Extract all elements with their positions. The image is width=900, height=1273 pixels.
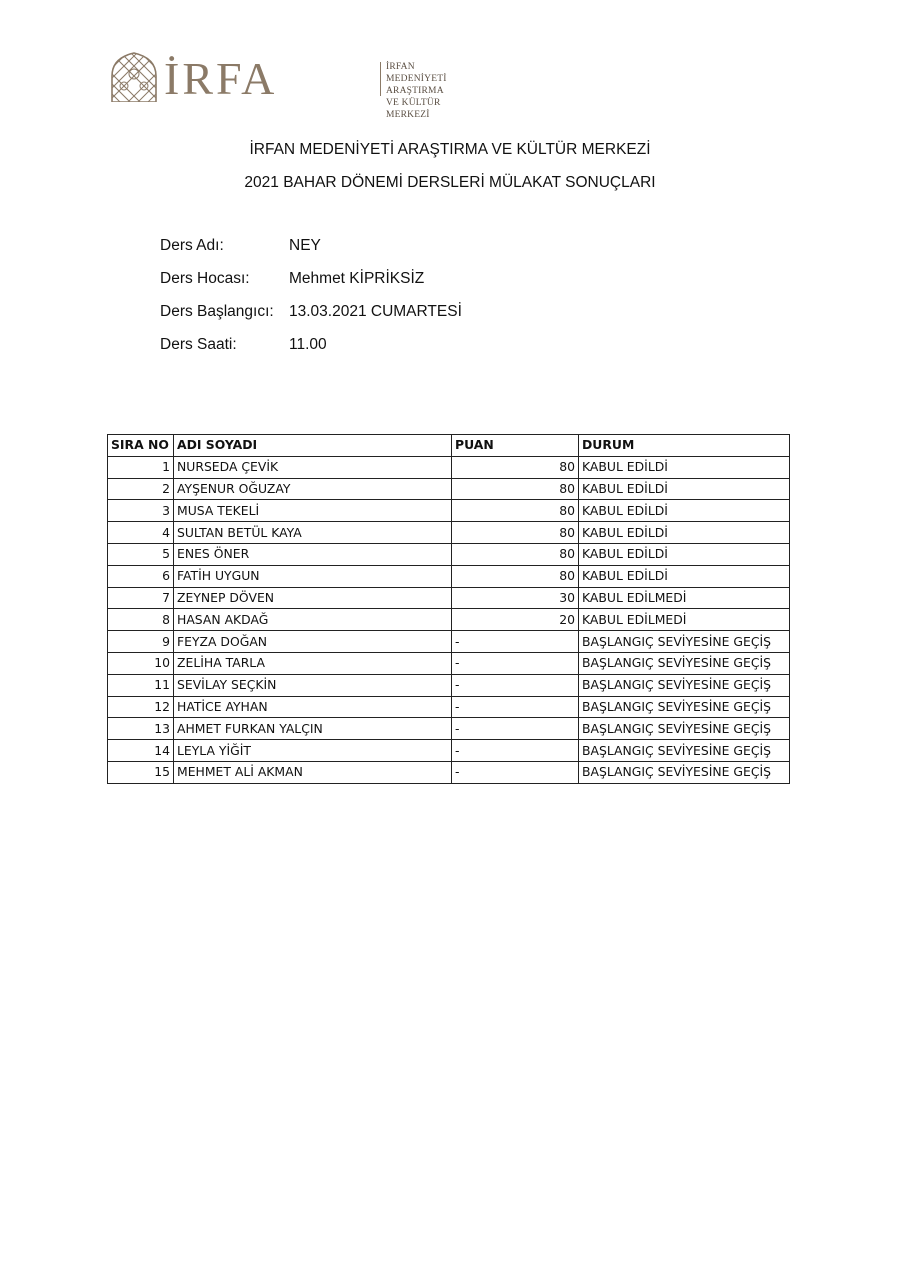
logo-wordmark: İRFA (164, 53, 278, 104)
logo-subtitle-line: MERKEZİ (386, 110, 430, 120)
row-number: 2 (108, 478, 174, 500)
table-row (108, 631, 790, 653)
row-name: MUSA TEKELİ (174, 500, 452, 522)
row-status: BAŞLANGIÇ SEVİYESİNE GEÇİŞ (579, 696, 790, 718)
table-row (108, 478, 790, 500)
row-name: MEHMET ALİ AKMAN (174, 761, 452, 783)
row-status: KABUL EDİLDİ (579, 456, 790, 478)
table-body (108, 456, 790, 783)
table-row (108, 587, 790, 609)
row-score: 20 (452, 609, 579, 631)
table-row (108, 761, 790, 783)
course-name-label: Ders Adı: (160, 237, 224, 254)
row-score: - (452, 761, 579, 783)
row-name: HASAN AKDAĞ (174, 609, 452, 631)
row-name: NURSEDA ÇEVİK (174, 456, 452, 478)
table-row (108, 565, 790, 587)
row-score: - (452, 718, 579, 740)
row-number: 14 (108, 740, 174, 762)
row-status: KABUL EDİLDİ (579, 478, 790, 500)
row-number: 15 (108, 761, 174, 783)
row-name: SULTAN BETÜL KAYA (174, 522, 452, 544)
row-name: AYŞENUR OĞUZAY (174, 478, 452, 500)
course-time-value: 11.00 (289, 336, 327, 353)
course-time-label: Ders Saati: (160, 336, 237, 353)
row-status: BAŞLANGIÇ SEVİYESİNE GEÇİŞ (579, 761, 790, 783)
instructor-value: Mehmet KİPRİKSİZ (289, 270, 425, 287)
row-status: BAŞLANGIÇ SEVİYESİNE GEÇİŞ (579, 674, 790, 696)
course-name-value: NEY (289, 237, 321, 254)
row-number: 7 (108, 587, 174, 609)
table-row (108, 696, 790, 718)
row-number: 8 (108, 609, 174, 631)
row-score: - (452, 631, 579, 653)
instructor-label: Ders Hocası: (160, 270, 250, 287)
row-status: KABUL EDİLMEDİ (579, 587, 790, 609)
row-number: 3 (108, 500, 174, 522)
table-row (108, 500, 790, 522)
row-score: - (452, 674, 579, 696)
logo-divider (380, 62, 381, 96)
row-status: KABUL EDİLDİ (579, 522, 790, 544)
row-number: 10 (108, 652, 174, 674)
row-number: 11 (108, 674, 174, 696)
row-score: - (452, 740, 579, 762)
row-score: - (452, 696, 579, 718)
column-header-no: SIRA NO (108, 435, 174, 457)
row-number: 12 (108, 696, 174, 718)
row-number: 9 (108, 631, 174, 653)
table-row (108, 522, 790, 544)
results-title: 2021 BAHAR DÖNEMİ DERSLERİ MÜLAKAT SONUÇLARI (244, 174, 656, 191)
row-score: 80 (452, 456, 579, 478)
table-row (108, 456, 790, 478)
table-row (108, 652, 790, 674)
institution-title: İRFAN MEDENİYETİ ARAŞTIRMA VE KÜLTÜR MERKEZİ (249, 141, 651, 158)
row-score: 30 (452, 587, 579, 609)
start-date-value: 13.03.2021 CUMARTESİ (289, 303, 462, 320)
row-name: SEVİLAY SEÇKİN (174, 674, 452, 696)
row-status: BAŞLANGIÇ SEVİYESİNE GEÇİŞ (579, 740, 790, 762)
row-name: HATİCE AYHAN (174, 696, 452, 718)
logo-subtitle-line: İRFAN MEDENİYETİ (386, 62, 447, 84)
row-number: 13 (108, 718, 174, 740)
row-score: 80 (452, 522, 579, 544)
column-header-status: DURUM (579, 435, 790, 457)
row-score: 80 (452, 565, 579, 587)
row-name: ZEYNEP DÖVEN (174, 587, 452, 609)
row-name: ZELİHA TARLA (174, 652, 452, 674)
row-status: KABUL EDİLDİ (579, 565, 790, 587)
row-number: 6 (108, 565, 174, 587)
irfa-logo (110, 52, 447, 120)
row-name: ENES ÖNER (174, 543, 452, 565)
table-row (108, 718, 790, 740)
row-score: 80 (452, 543, 579, 565)
row-score: 80 (452, 500, 579, 522)
row-number: 5 (108, 543, 174, 565)
column-header-score: PUAN (452, 435, 579, 457)
column-header-name: ADI SOYADI (174, 435, 452, 457)
row-score: - (452, 652, 579, 674)
row-name: LEYLA YİĞİT (174, 740, 452, 762)
row-status: BAŞLANGIÇ SEVİYESİNE GEÇİŞ (579, 652, 790, 674)
row-status: KABUL EDİLDİ (579, 543, 790, 565)
table-row (108, 543, 790, 565)
row-number: 1 (108, 456, 174, 478)
row-status: BAŞLANGIÇ SEVİYESİNE GEÇİŞ (579, 631, 790, 653)
row-name: FEYZA DOĞAN (174, 631, 452, 653)
row-number: 4 (108, 522, 174, 544)
row-name: AHMET FURKAN YALÇIN (174, 718, 452, 740)
logo-subtitle-line: ARAŞTIRMA VE KÜLTÜR (386, 86, 444, 108)
row-score: 80 (452, 478, 579, 500)
arch-pattern-icon (110, 52, 158, 102)
row-name: FATİH UYGUN (174, 565, 452, 587)
row-status: KABUL EDİLDİ (579, 500, 790, 522)
table-row (108, 740, 790, 762)
start-date-label: Ders Başlangıcı: (160, 303, 274, 320)
logo-subtitle (386, 61, 447, 121)
table-header-row (108, 435, 790, 457)
table-row (108, 609, 790, 631)
row-status: BAŞLANGIÇ SEVİYESİNE GEÇİŞ (579, 718, 790, 740)
row-status: KABUL EDİLMEDİ (579, 609, 790, 631)
table-row (108, 674, 790, 696)
results-table (107, 434, 790, 784)
